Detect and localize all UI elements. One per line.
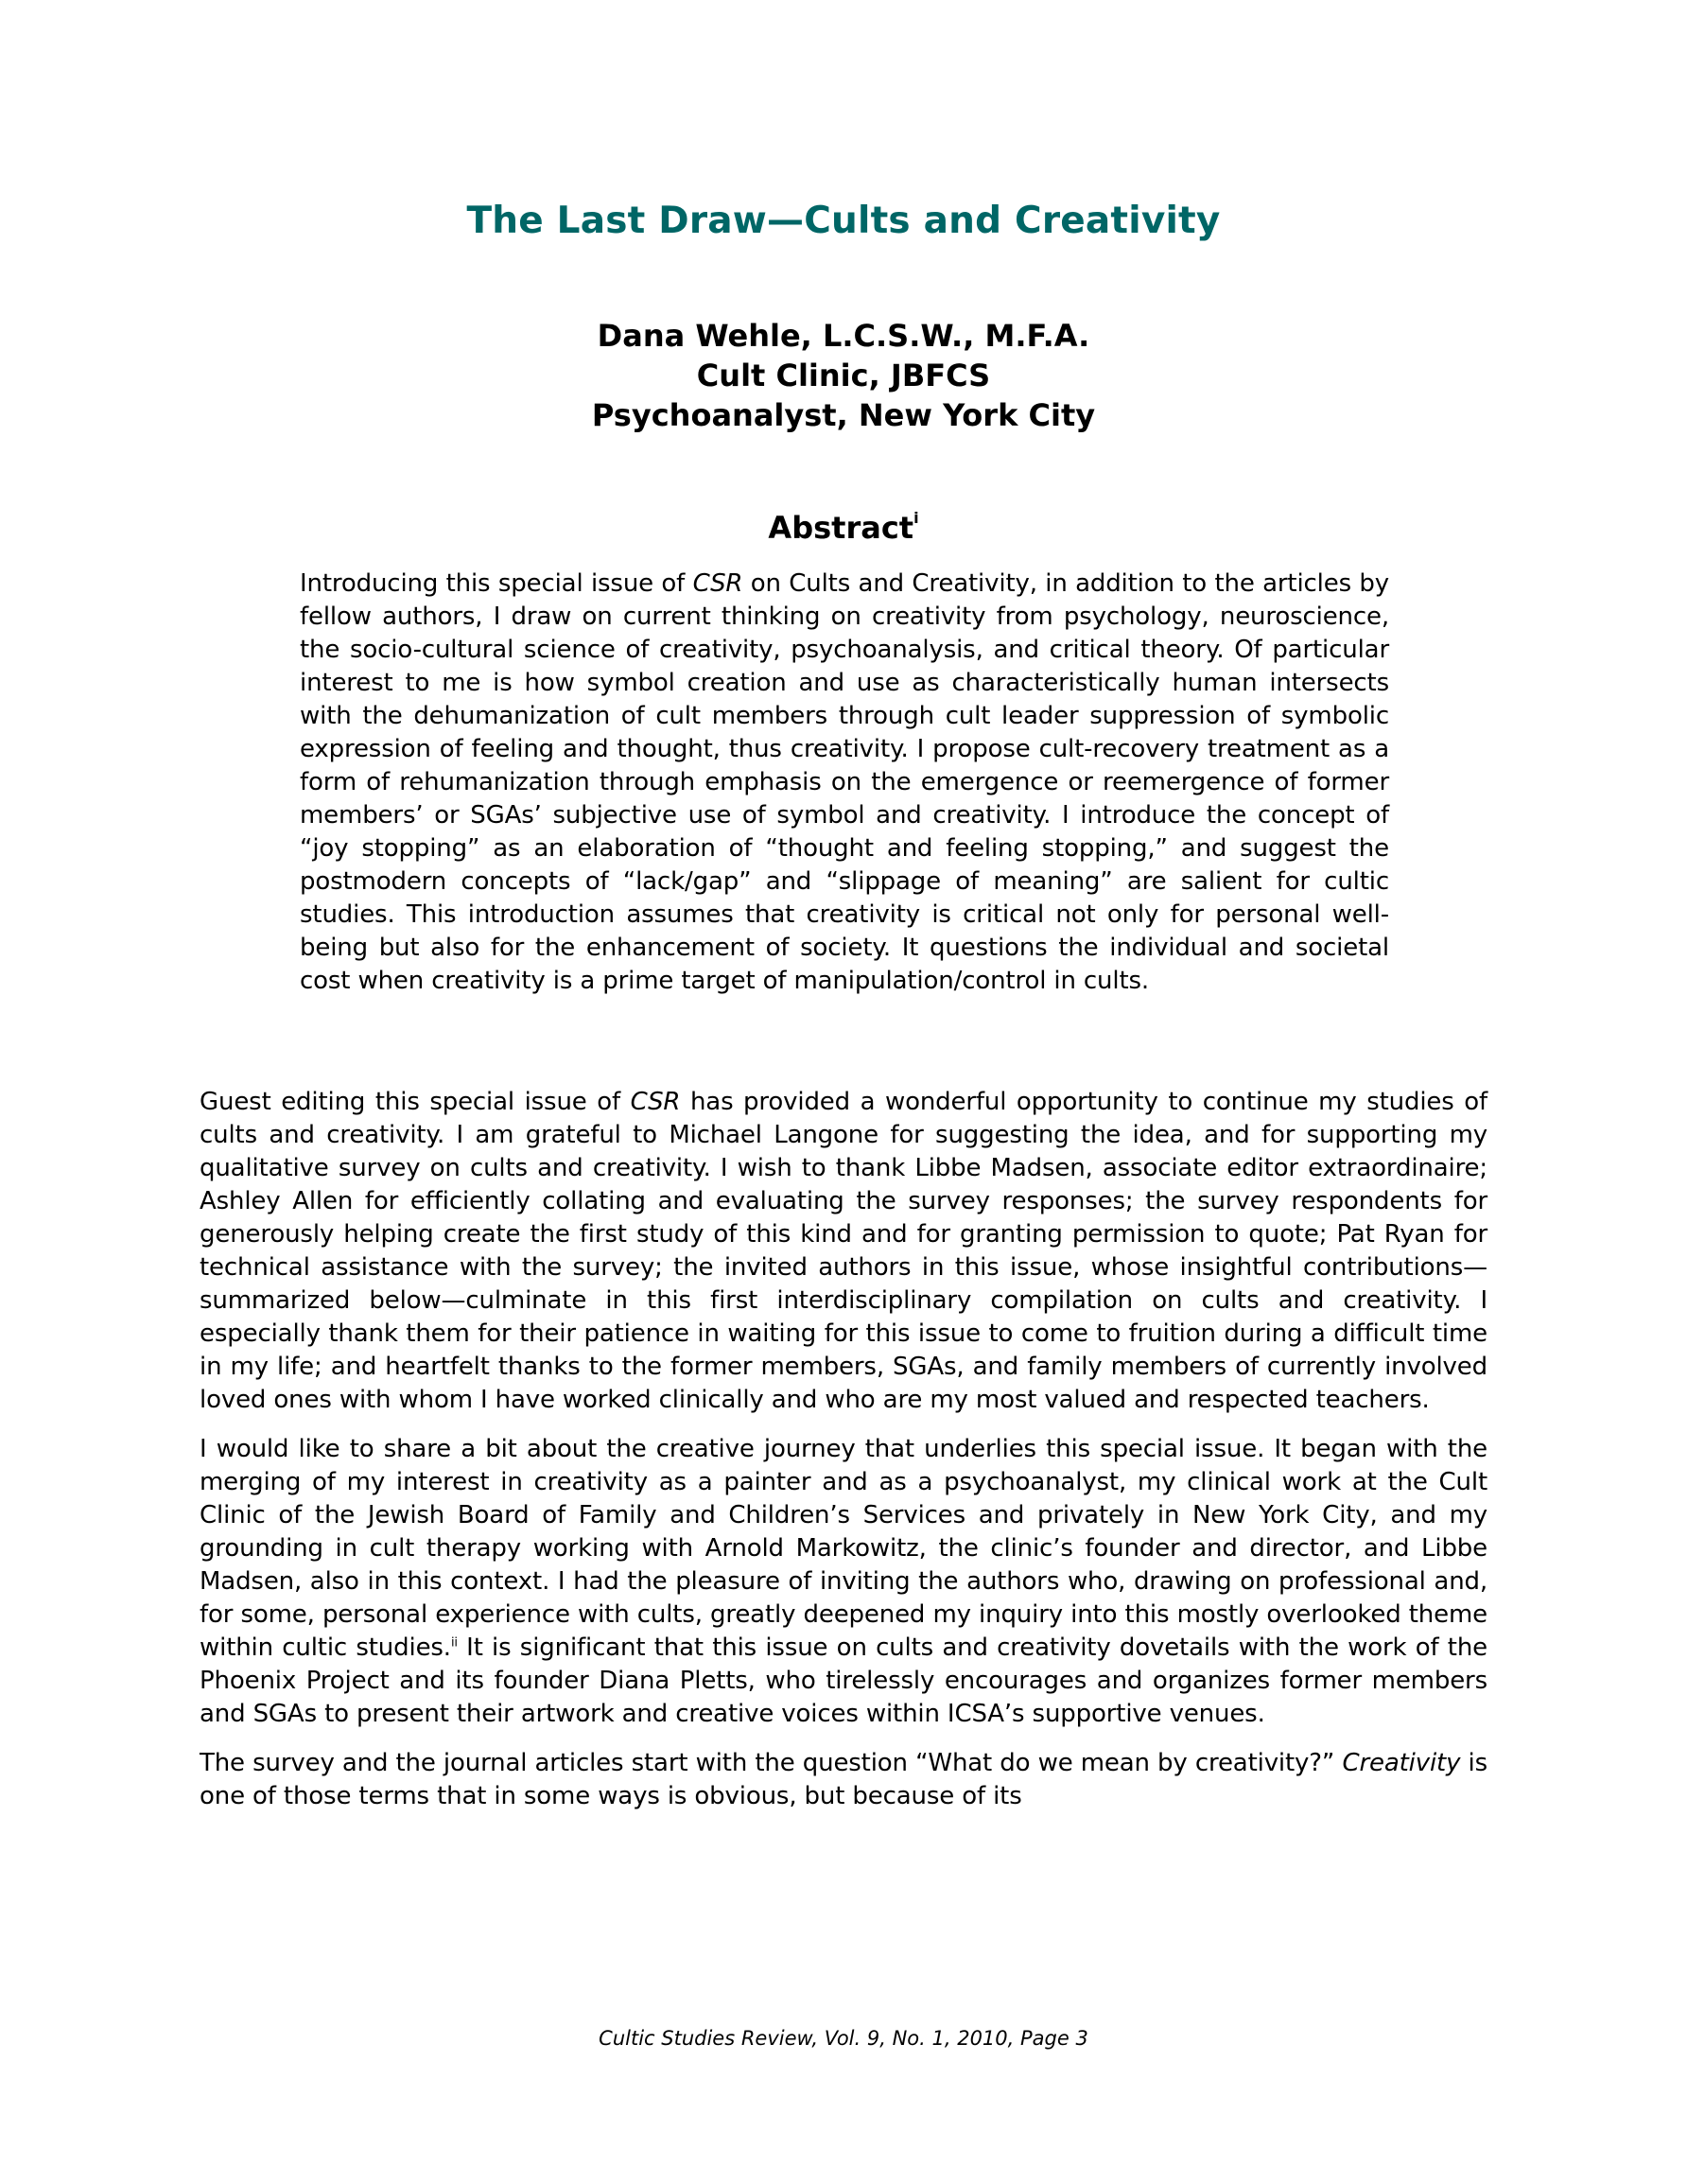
body-paragraph [200, 1433, 1487, 1731]
emphasized-term: Creativity [1342, 1749, 1461, 1777]
page-footer-citation: Cultic Studies Review, Vol. 9, No. 1, 2010, Page 3 [599, 2027, 1088, 2050]
journal-abbrev: CSR [630, 1088, 681, 1116]
paragraph-text: is one of those terms that in some ways is obvious, but because of its [200, 1749, 1487, 1810]
paragraph-text: It is significant that this issue on cults and creativity dovetails with the work of the Phoenix Project and its founder Diana Pletts, who tirelessly encourages and organizes former members and SGAs to present their artwork and creative voices within ICSA’s supportive venues. [200, 1634, 1488, 1728]
abstract-text-part: on Cults and Creativity, in addition to the articles by fellow authors, I draw on current thinking on creativity from psychology, neuroscience, the socio-cultural science of creativity, psychoanalysis, and critical theory. Of particular interest to me is how symbol creation and use as characteristically human intersects with the dehumanization of cult members through cult leader suppression of symbolic expression of feeling and thought, thus creativity. I propose cult-recovery treatment as a form of rehumanization through emphasis on the emergence or reemergence of former members’ or SGAs’ subjective use of symbol and creativity. I introduce the concept of “joy stopping” as an elaboration of “thought and feeling stopping,” and suggest the postmodern concepts of “lack/gap” and “slippage of meaning” are salient for cultic studies. This introduction assumes that creativity is critical not only for personal well-being but also for the enhancement of society. It questions the individual and societal cost when creativity is a prime target of manipulation/control in cults. [300, 569, 1390, 995]
endnote-marker-i[interactable]: i [913, 509, 919, 528]
paragraph-text: The survey and the journal articles start with the question “What do we mean by creativity?” [200, 1749, 1343, 1777]
abstract-heading [0, 507, 1687, 549]
author-affiliation: Cult Clinic, JBFCS [696, 358, 991, 393]
paragraph-text: has provided a wonderful opportunity to continue my studies of cults and creativity. I am grateful to Michael Langone for suggesting the idea, and for supporting my qualitative survey on cults and creativity. I wish to thank Libbe Madsen, associate editor extraordinaire; Ashley Allen for efficiently collating and evaluating the survey responses; the survey respondents for generously helping create the first study of this kind and for granting permission to quote; Pat Ryan for technical assistance with the survey; the invited authors in this issue, whose insightful contributions—summarized below—culminate in this first interdisciplinary compilation on cults and creativity. I especially thank them for their patience in waiting for this issue to come to fruition during a difficult time in my life; and heartfelt thanks to the former members, SGAs, and family members of currently involved loved ones with whom I have worked clinically and who are my most valued and respected teachers. [200, 1088, 1487, 1414]
journal-abbrev: CSR [692, 569, 743, 598]
abstract-text [300, 568, 1389, 998]
body-paragraph [200, 1086, 1487, 1417]
paragraph-text: Guest editing this special issue of [200, 1088, 631, 1116]
body-text [200, 1086, 1487, 1829]
abstract-text-part: Introducing this special issue of [300, 569, 693, 598]
body-paragraph [200, 1747, 1487, 1813]
article-title: The Last Draw—Cults and Creativity [466, 200, 1221, 242]
author-location: Psychoanalyst, New York City [591, 397, 1096, 433]
paragraph-text: I would like to share a bit about the creative journey that underlies this special issue. It began with the merging of my interest in creativity as a painter and as a psychoanalyst, my clinical work at the Cult Clinic of the Jewish Board of Family and Children’s Services and privately in New York City, and my grounding in cult therapy working with Arnold Markowitz, the clinic’s founder and director, and Libbe Madsen, also in this context. I had the pleasure of inviting the authors who, drawing on professional and, for some, personal experience with cults, greatly deepened my inquiry into this mostly overlooked theme within cultic studies. [200, 1435, 1487, 1662]
endnote-marker-ii[interactable]: ii [450, 1635, 458, 1651]
abstract-heading-text: Abstract [768, 510, 914, 546]
author-name: Dana Wehle, L.C.S.W., M.F.A. [597, 318, 1090, 354]
author-block [0, 316, 1687, 435]
